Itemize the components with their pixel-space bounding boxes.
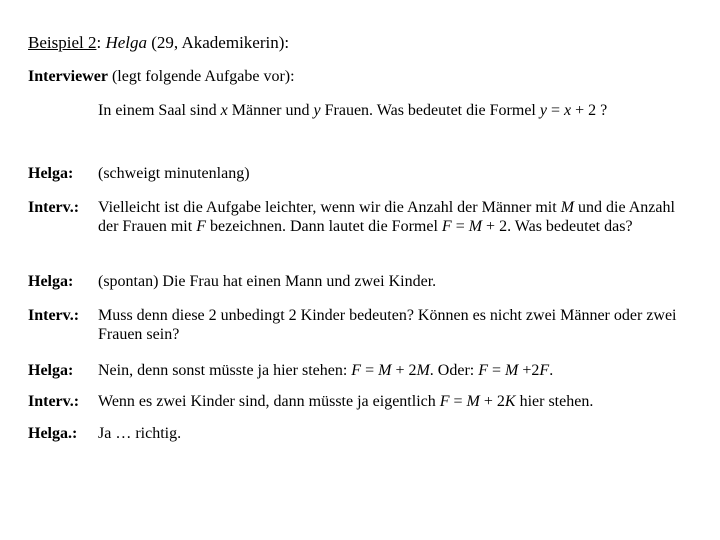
dialogue-turn xyxy=(28,198,688,236)
utterance-text: = xyxy=(451,218,469,235)
utterance-text: hier stehen. xyxy=(515,393,594,410)
utterance-text: = xyxy=(488,362,506,379)
utterance xyxy=(98,392,688,411)
dialogue-turn xyxy=(28,272,688,291)
math-variable: F xyxy=(439,393,450,410)
speaker-label: Helga.: xyxy=(28,425,78,442)
speaker-label: Interv.: xyxy=(28,199,80,216)
dialogue-turn xyxy=(28,424,688,443)
example-label: Beispiel 2 xyxy=(28,33,97,52)
math-variable: F xyxy=(196,218,206,235)
utterance-text: . Oder: xyxy=(429,362,479,379)
utterance-text: Vielleicht ist die Aufgabe leichter, wenn wir die Anzahl der Männer mit xyxy=(98,199,561,216)
math-variable: K xyxy=(504,393,516,410)
math-variable: F xyxy=(478,362,489,379)
math-variable: M xyxy=(378,362,392,379)
utterance xyxy=(98,164,688,183)
math-variable: M xyxy=(466,393,480,410)
utterance xyxy=(98,272,688,291)
task-text: Frauen. Was bedeutet die Formel xyxy=(320,102,540,119)
utterance-text: (spontan) Die Frau hat einen Mann und zwei Kinder. xyxy=(98,273,437,290)
task-variable: y xyxy=(539,102,547,119)
utterance-text: +2 xyxy=(518,362,540,379)
utterance-text: Wenn es zwei Kinder sind, dann müsste ja eigentlich xyxy=(98,393,440,410)
utterance-text: = xyxy=(361,362,379,379)
utterance-text: (schweigt minutenlang) xyxy=(98,165,250,182)
task-text: = xyxy=(546,102,565,119)
interviewee-name: Helga xyxy=(105,33,147,52)
heading-colon: : xyxy=(96,33,102,52)
math-variable: F xyxy=(351,362,362,379)
dialogue-turn xyxy=(28,306,688,344)
math-variable: M xyxy=(560,199,575,216)
utterance-text: . xyxy=(549,362,554,379)
example-heading xyxy=(28,33,289,53)
utterance-text: bezeichnen. Dann lautet die Formel xyxy=(205,218,442,235)
utterance xyxy=(98,361,688,380)
utterance xyxy=(98,306,688,344)
interviewee-details: (29, Akademikerin): xyxy=(151,33,290,52)
math-variable: M xyxy=(468,218,483,235)
intro-text: (legt folgende Aufgabe vor): xyxy=(111,68,295,85)
task-variable: x xyxy=(220,102,228,119)
task-text: Männer und xyxy=(227,102,314,119)
task-variable: y xyxy=(313,102,321,119)
speaker-label: Helga: xyxy=(28,165,74,182)
utterance-text: = xyxy=(449,393,467,410)
utterance-text: Nein, denn sonst müsste ja hier stehen: xyxy=(98,362,352,379)
task-text: + 2 ? xyxy=(571,102,608,119)
intro-speaker: Interviewer xyxy=(28,68,108,85)
math-variable: F xyxy=(539,362,550,379)
dialogue-turn xyxy=(28,164,688,183)
math-variable: M xyxy=(505,362,519,379)
task-text: In einem Saal sind xyxy=(98,102,221,119)
dialogue-turn xyxy=(28,392,688,411)
utterance-text: Ja … richtig. xyxy=(98,425,182,442)
task-variable: x xyxy=(564,102,572,119)
utterance-text: + 2. Was bedeutet das? xyxy=(482,218,633,235)
utterance-text: und die Anzahl der Frauen mit xyxy=(98,199,675,235)
task-statement xyxy=(98,101,607,120)
math-variable: F xyxy=(441,218,452,235)
interviewer-intro xyxy=(28,67,295,86)
utterance-text: + 2 xyxy=(391,362,417,379)
speaker-label: Interv.: xyxy=(28,307,80,324)
utterance-text: + 2 xyxy=(479,393,505,410)
speaker-label: Interv.: xyxy=(28,393,80,410)
utterance xyxy=(98,424,688,443)
utterance xyxy=(98,198,688,236)
utterance-text: Muss denn diese 2 unbedingt 2 Kinder bedeuten? Können es nicht zwei Männer oder zwei Frauen sein? xyxy=(98,307,677,343)
dialogue-turn xyxy=(28,361,688,380)
speaker-label: Helga: xyxy=(28,273,74,290)
math-variable: M xyxy=(416,362,430,379)
speaker-label: Helga: xyxy=(28,362,74,379)
